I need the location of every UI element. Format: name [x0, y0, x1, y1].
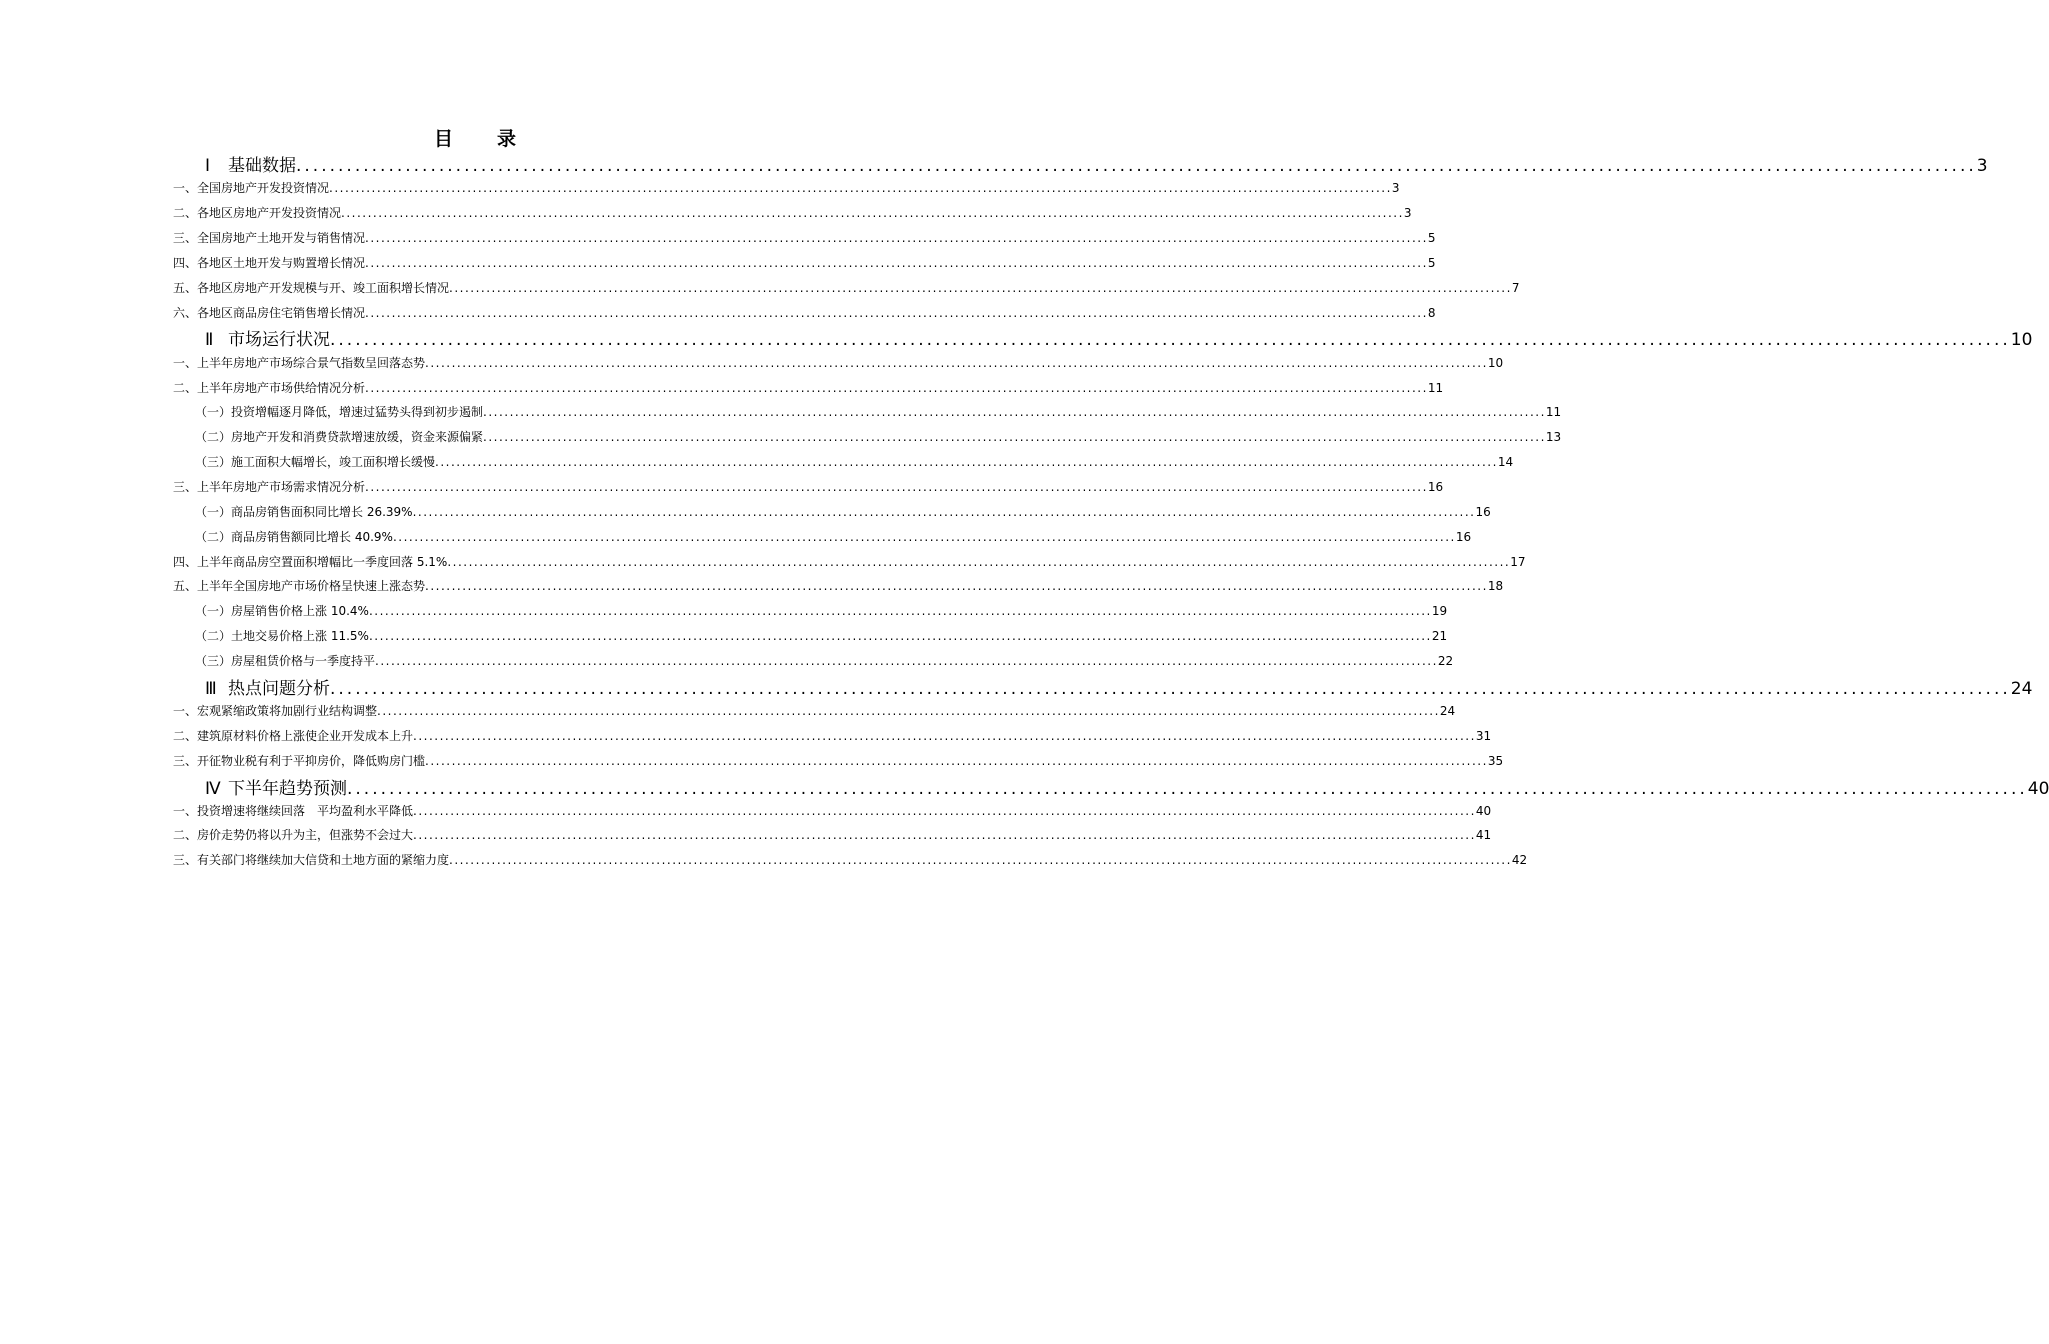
page-number: 3 [1403, 206, 1412, 220]
section-number: Ⅰ [205, 156, 211, 176]
toc-section[interactable] [205, 674, 2033, 699]
page-number: 31 [1475, 729, 1492, 743]
page-number: 10 [2010, 330, 2033, 350]
toc-item[interactable] [173, 204, 1412, 222]
toc-item[interactable] [173, 354, 1504, 372]
toc-item[interactable] [173, 826, 1492, 844]
page-number: 13 [1545, 430, 1562, 444]
page-number: 40 [2027, 779, 2049, 799]
toc-item[interactable] [173, 478, 1444, 496]
dot-leader: ........................................................................................................................................................................................................ [368, 629, 1432, 643]
dot-leader: ........................................................................................................................................................................................................ [435, 455, 1498, 469]
dot-leader: ........................................................................................................................................................................................................ [413, 804, 1476, 818]
dot-leader: ........................................................................................................................................................................................................ [413, 828, 1476, 842]
page-number: 19 [1431, 604, 1448, 618]
dot-leader: ........................................................................................................................................................................................................ [330, 679, 2011, 699]
section-title: 基础数据 [228, 156, 296, 176]
page-number: 14 [1497, 455, 1514, 469]
page-number: 11 [1427, 381, 1444, 395]
toc-item-label: 二、建筑原材料价格上涨使企业开发成本上升 [173, 729, 414, 743]
toc-item-label: （一）投资增幅逐月降低，增速过猛势头得到初步遏制 [195, 405, 484, 419]
page-number: 35 [1487, 754, 1504, 768]
toc-item[interactable] [173, 229, 1436, 247]
toc-item-label: 一、上半年房地产市场综合景气指数呈回落态势 [173, 356, 426, 370]
page-number: 21 [1431, 629, 1448, 643]
toc-item[interactable] [173, 304, 1436, 322]
toc-item-label: 二、房价走势仍将以升为主，但涨势不会过大 [173, 828, 414, 842]
toc-section[interactable] [205, 151, 1988, 176]
page-number: 11 [1545, 405, 1562, 419]
dot-leader: ........................................................................................................................................................................................................ [392, 530, 1456, 544]
toc-subitem[interactable] [195, 627, 1448, 645]
toc-item-label: （一）商品房销售面积同比增长 26.39% [195, 505, 413, 519]
dot-leader: ........................................................................................................................................................................................................ [365, 381, 1428, 395]
toc-item-label: （三）房屋租赁价格与一季度持平 [195, 654, 376, 668]
section-number: Ⅱ [205, 330, 214, 350]
section-number: Ⅳ [205, 779, 221, 799]
toc-item[interactable] [173, 577, 1504, 595]
page-number: 24 [2010, 679, 2033, 699]
dot-leader: ........................................................................................................................................................................................................ [365, 306, 1428, 320]
toc-item[interactable] [173, 379, 1444, 397]
dot-leader: ........................................................................................................................................................................................................ [296, 156, 1977, 176]
section-title: 市场运行状况 [228, 330, 330, 350]
page-number: 16 [1455, 530, 1472, 544]
toc-item[interactable] [173, 802, 1492, 820]
toc-item-label: 五、上半年全国房地产市场价格呈快速上涨态势 [173, 579, 426, 593]
dot-leader: ........................................................................................................................................................................................................ [330, 330, 2011, 350]
toc-item-label: （二）商品房销售额同比增长 40.9% [195, 530, 393, 544]
dot-leader: ........................................................................................................................................................................................................ [365, 480, 1428, 494]
toc-subitem[interactable] [195, 403, 1562, 421]
toc-item-label: 三、上半年房地产市场需求情况分析 [173, 480, 366, 494]
dot-leader: ........................................................................................................................................................................................................ [412, 505, 1476, 519]
dot-leader: ........................................................................................................................................................................................................ [413, 729, 1476, 743]
dot-leader: ........................................................................................................................................................................................................ [341, 206, 1404, 220]
toc-item-label: （二）土地交易价格上涨 11.5% [195, 629, 369, 643]
toc-subitem[interactable] [195, 453, 1514, 471]
dot-leader: ........................................................................................................................................................................................................ [425, 356, 1488, 370]
dot-leader: ........................................................................................................................................................................................................ [368, 604, 1432, 618]
page-number: 5 [1427, 231, 1436, 245]
dot-leader: ........................................................................................................................................................................................................ [425, 579, 1488, 593]
dot-leader: ........................................................................................................................................................................................................ [365, 231, 1428, 245]
dot-leader: ........................................................................................................................................................................................................ [483, 405, 1546, 419]
toc-item[interactable] [173, 702, 1456, 720]
toc-item-label: （三）施工面积大幅增长，竣工面积增长缓慢 [195, 455, 436, 469]
page-number: 22 [1437, 654, 1454, 668]
toc-item-label: 三、全国房地产土地开发与销售情况 [173, 231, 366, 245]
page-number: 40 [1475, 804, 1492, 818]
toc-section[interactable] [205, 774, 2049, 799]
toc-item[interactable] [173, 851, 1528, 869]
toc-subitem[interactable] [195, 428, 1562, 446]
page-number: 5 [1427, 256, 1436, 270]
dot-leader: ........................................................................................................................................................................................................ [347, 779, 2028, 799]
toc-item-label: （二）房地产开发和消费贷款增速放缓，资金来源偏紧 [195, 430, 484, 444]
dot-leader: ........................................................................................................................................................................................................ [377, 704, 1440, 718]
toc-item-label: 二、各地区房地产开发投资情况 [173, 206, 342, 220]
page-number: 3 [1976, 156, 1988, 176]
section-number: Ⅲ [205, 679, 217, 699]
page-number: 41 [1475, 828, 1492, 842]
page-number: 7 [1511, 281, 1520, 295]
dot-leader: ........................................................................................................................................................................................................ [447, 555, 1511, 569]
toc-item-label: 二、上半年房地产市场供给情况分析 [173, 381, 366, 395]
toc-item-label: 四、各地区土地开发与购置增长情况 [173, 256, 366, 270]
page-number: 17 [1510, 555, 1526, 569]
dot-leader: ........................................................................................................................................................................................................ [449, 281, 1512, 295]
toc-item-label: 三、有关部门将继续加大信贷和土地方面的紧缩力度 [173, 853, 450, 867]
toc-item-label: 三、开征物业税有利于平抑房价，降低购房门槛 [173, 754, 426, 768]
toc-subitem[interactable] [195, 652, 1454, 670]
section-title: 下半年趋势预测 [228, 779, 347, 799]
dot-leader: ........................................................................................................................................................................................................ [449, 853, 1512, 867]
page-title: 目录 [433, 128, 560, 150]
page-number: 16 [1475, 505, 1491, 519]
toc-item[interactable] [173, 254, 1436, 272]
page-number: 18 [1487, 579, 1504, 593]
toc-item-label: 一、全国房地产开发投资情况 [173, 181, 330, 195]
dot-leader: ........................................................................................................................................................................................................ [329, 181, 1392, 195]
toc-item-label: 一、投资增速将继续回落 平均盈利水平降低 [173, 804, 414, 818]
toc-item-label: 六、各地区商品房住宅销售增长情况 [173, 306, 366, 320]
page-number: 3 [1391, 181, 1400, 195]
page-number: 10 [1487, 356, 1504, 370]
dot-leader: ........................................................................................................................................................................................................ [375, 654, 1438, 668]
toc-item-label: 四、上半年商品房空置面积增幅比一季度回落 5.1% [173, 555, 448, 569]
toc-section[interactable] [205, 325, 2033, 350]
section-title: 热点问题分析 [228, 679, 330, 699]
toc-subitem[interactable] [195, 528, 1472, 546]
toc-item-label: 五、各地区房地产开发规模与开、竣工面积增长情况 [173, 281, 450, 295]
toc-item[interactable] [173, 179, 1400, 197]
toc-item[interactable] [173, 752, 1504, 770]
page-number: 8 [1427, 306, 1436, 320]
page-number: 16 [1427, 480, 1444, 494]
toc-item[interactable] [173, 279, 1520, 297]
toc-subitem[interactable] [195, 602, 1448, 620]
toc-item[interactable] [173, 727, 1492, 745]
toc-item[interactable] [173, 553, 1526, 571]
toc-subitem[interactable] [195, 503, 1491, 521]
toc-item-label: （一）房屋销售价格上涨 10.4% [195, 604, 369, 618]
dot-leader: ........................................................................................................................................................................................................ [483, 430, 1546, 444]
toc-item-label: 一、宏观紧缩政策将加剧行业结构调整 [173, 704, 378, 718]
page-number: 24 [1439, 704, 1456, 718]
dot-leader: ........................................................................................................................................................................................................ [425, 754, 1488, 768]
page-number: 42 [1511, 853, 1528, 867]
dot-leader: ........................................................................................................................................................................................................ [365, 256, 1428, 270]
